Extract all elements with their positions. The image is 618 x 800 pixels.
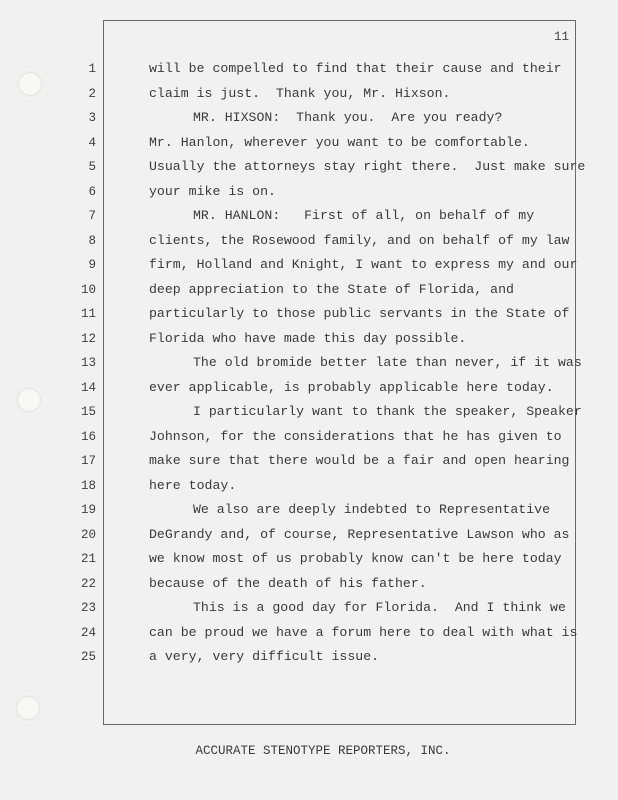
transcript-line: Usually the attorneys stay right there. Just make sure [149, 159, 586, 174]
line-number: 2 [88, 86, 96, 101]
line-number: 14 [80, 380, 96, 395]
punch-hole-middle [18, 389, 40, 411]
transcript-line: DeGrandy and, of course, Representative Lawson who as [149, 526, 570, 542]
transcript-line: particularly to those public servants in the State of [149, 306, 570, 321]
transcript-line: MR. HANLON: First of all, on behalf of my [193, 208, 535, 223]
transcript-line: clients, the Rosewood family, and on behalf of my law [149, 232, 570, 248]
transcript-line: Johnson, for the considerations that he has given to [149, 428, 562, 444]
line-number: 16 [80, 429, 96, 444]
line-number: 23 [80, 601, 96, 615]
transcript-line: here today. [149, 477, 237, 493]
line-number: 11 [80, 307, 96, 321]
transcript-line: can be proud we have a forum here to deal with what is [149, 624, 578, 640]
transcript-line: a very, very difficult issue. [149, 649, 380, 664]
line-number: 18 [80, 478, 96, 493]
line-number: 25 [80, 650, 96, 664]
line-number: 10 [80, 282, 96, 297]
transcript-line: Mr. Hanlon, wherever you want to be comfortable. [149, 134, 530, 150]
line-number: 22 [80, 576, 96, 591]
page-number: 11 [553, 30, 569, 44]
line-number: 1 [88, 62, 96, 76]
transcript-line: Florida who have made this day possible. [149, 330, 467, 346]
transcript-line: because of the death of his father. [149, 575, 427, 591]
line-number: 7 [88, 209, 96, 223]
transcript-line: make sure that there would be a fair and open hearing [149, 453, 570, 468]
transcript-line: ever applicable, is probably applicable here today. [149, 379, 554, 395]
line-number: 12 [80, 331, 96, 346]
line-number: 13 [80, 356, 96, 370]
punch-hole-bottom [17, 697, 39, 719]
transcript-line: We also are deeply indebted to Representative [193, 502, 551, 517]
transcript-line: will be compelled to find that their cause and their [149, 61, 562, 76]
line-number: 8 [88, 233, 96, 248]
line-number: 24 [80, 625, 96, 640]
transcript-line: I particularly want to thank the speaker, Speaker [193, 404, 582, 419]
line-number: 21 [80, 552, 96, 566]
transcript-frame [103, 20, 576, 725]
punch-hole-top [19, 73, 41, 95]
line-number: 5 [88, 160, 96, 174]
transcript-line: firm, Holland and Knight, I want to express my and our [149, 257, 578, 272]
line-number: 3 [88, 111, 96, 125]
footer-reporter-name: ACCURATE STENOTYPE REPORTERS, INC. [195, 744, 451, 758]
line-number: 4 [88, 135, 96, 150]
transcript-line: MR. HIXSON: Thank you. Are you ready? [193, 110, 503, 125]
line-number: 9 [88, 258, 96, 272]
line-number: 15 [80, 405, 96, 419]
transcript-line: your mike is on. [149, 183, 276, 199]
transcript-line: claim is just. Thank you, Mr. Hixson. [149, 85, 451, 101]
transcript-line: deep appreciation to the State of Florida, and [149, 281, 514, 297]
line-number: 17 [80, 454, 96, 468]
transcript-line: The old bromide better late than never, if it was [193, 355, 582, 370]
transcript-line: This is a good day for Florida. And I think we [193, 600, 566, 615]
line-number: 19 [80, 503, 96, 517]
line-number: 6 [88, 184, 96, 199]
transcript-line: we know most of us probably know can't be here today [149, 551, 562, 566]
line-number: 20 [80, 527, 96, 542]
